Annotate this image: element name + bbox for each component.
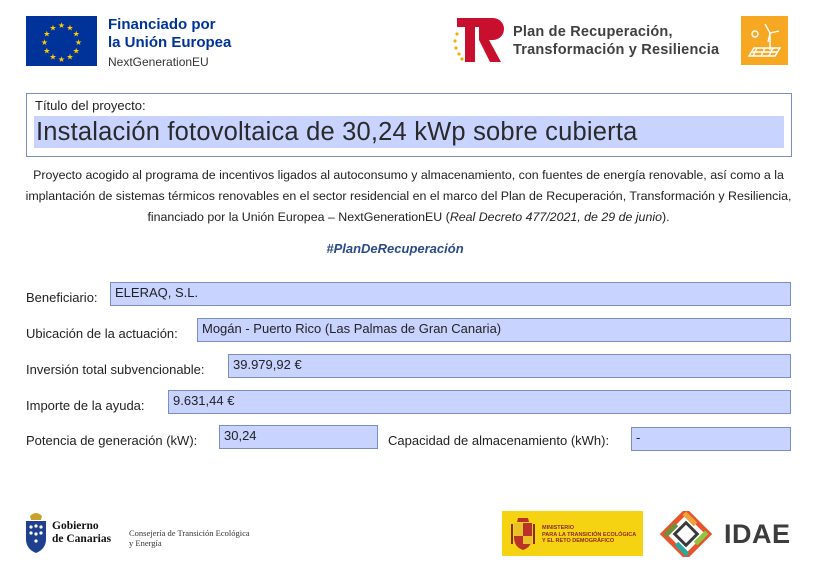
ministerio-logo (502, 511, 643, 556)
eu-funding-logo (26, 16, 231, 70)
gobierno-line2: de Canarias (52, 533, 112, 545)
consejeria-line2: y Energía (129, 538, 162, 548)
capacidad-field: - (631, 427, 791, 451)
ubicacion-label: Ubicación de la actuación: (26, 326, 178, 341)
capacidad-label: Capacidad de almacenamiento (kWh): (388, 433, 610, 448)
importe-label: Importe de la ayuda: (26, 398, 145, 413)
solar-panel-icon (741, 16, 788, 65)
gobierno-line1: Gobierno (52, 520, 99, 532)
svg-text:★: ★ (57, 21, 66, 30)
gobierno-canarias-logo (24, 511, 111, 555)
eu-logo-line2: la Unión Europea (108, 34, 232, 51)
inversion-field: 39.979,92 € (228, 354, 791, 378)
svg-text:★: ★ (40, 38, 49, 47)
hashtag-text: #PlanDeRecuperación (326, 241, 464, 256)
beneficiario-field: ELERAQ, S.L. (110, 282, 791, 306)
project-title-label: Título del proyecto: (35, 98, 146, 113)
svg-text:★: ★ (66, 52, 74, 62)
idae-logo (652, 511, 791, 557)
project-title-value: Instalación fotovoltaica de 30,24 kWp sobre cubierta (34, 116, 784, 148)
svg-text:★: ★ (43, 46, 51, 56)
plan-logo-line2: Transformación y Resiliencia (513, 42, 720, 58)
ubicacion-field: Mogán - Puerto Rico (Las Palmas de Gran Canaria) (197, 318, 791, 342)
description-decree-text: Real Decreto 477/2021, de 29 de junio (449, 210, 662, 224)
beneficiario-label: Beneficiario: (26, 290, 98, 305)
plan-logo-line1: Plan de Recuperación, (513, 24, 673, 40)
potencia-label: Potencia de generación (kW): (26, 433, 198, 448)
svg-text:★: ★ (49, 52, 57, 62)
spain-shield-icon (510, 516, 536, 552)
ministerio-line1: MINISTERIO (542, 525, 575, 531)
svg-text:★: ★ (66, 23, 74, 33)
svg-text:★: ★ (72, 29, 80, 39)
inversion-label: Inversión total subvencionable: (26, 362, 205, 377)
ministerio-line3: Y EL RETO DEMOGRÁFICO (542, 538, 615, 544)
project-title-box (26, 93, 792, 157)
prtr-logo-icon (451, 16, 509, 66)
svg-text:★: ★ (74, 38, 83, 47)
svg-text:★: ★ (57, 55, 66, 64)
svg-text:★: ★ (49, 23, 57, 33)
ministerio-line2: PARA LA TRANSICIÓN ECOLÓGICA (542, 531, 637, 538)
project-description (22, 165, 795, 228)
consejeria-text (129, 528, 250, 548)
eu-flag-icon (26, 16, 97, 66)
consejeria-line1: Consejería de Transición Ecológica (129, 528, 250, 538)
recovery-plan-logo (451, 16, 719, 66)
eu-logo-line3: NextGenerationEU (108, 55, 209, 69)
importe-field: 9.631,44 € (168, 390, 791, 414)
eu-logo-line1: Financiado por (108, 16, 216, 33)
idae-logo-icon (652, 511, 720, 557)
potencia-field: 30,24 (219, 425, 378, 449)
description-end-text: ). (661, 210, 670, 224)
canarias-shield-icon (24, 511, 48, 555)
svg-text:★: ★ (72, 46, 80, 56)
idae-logo-text: IDAE (724, 518, 791, 549)
svg-text:★: ★ (43, 29, 51, 39)
description-main-text: Proyecto acogido al programa de incentivos ligados al autoconsumo y almacenamiento, con fuentes de energía renovable, así como a la implantación de sistemas térmicos renovables en el sector residencial en el marco del Plan de Recuperación, Transformación y Resiliencia, financiado por la Unión Europea – NextGenerationEU ( (25, 168, 792, 224)
